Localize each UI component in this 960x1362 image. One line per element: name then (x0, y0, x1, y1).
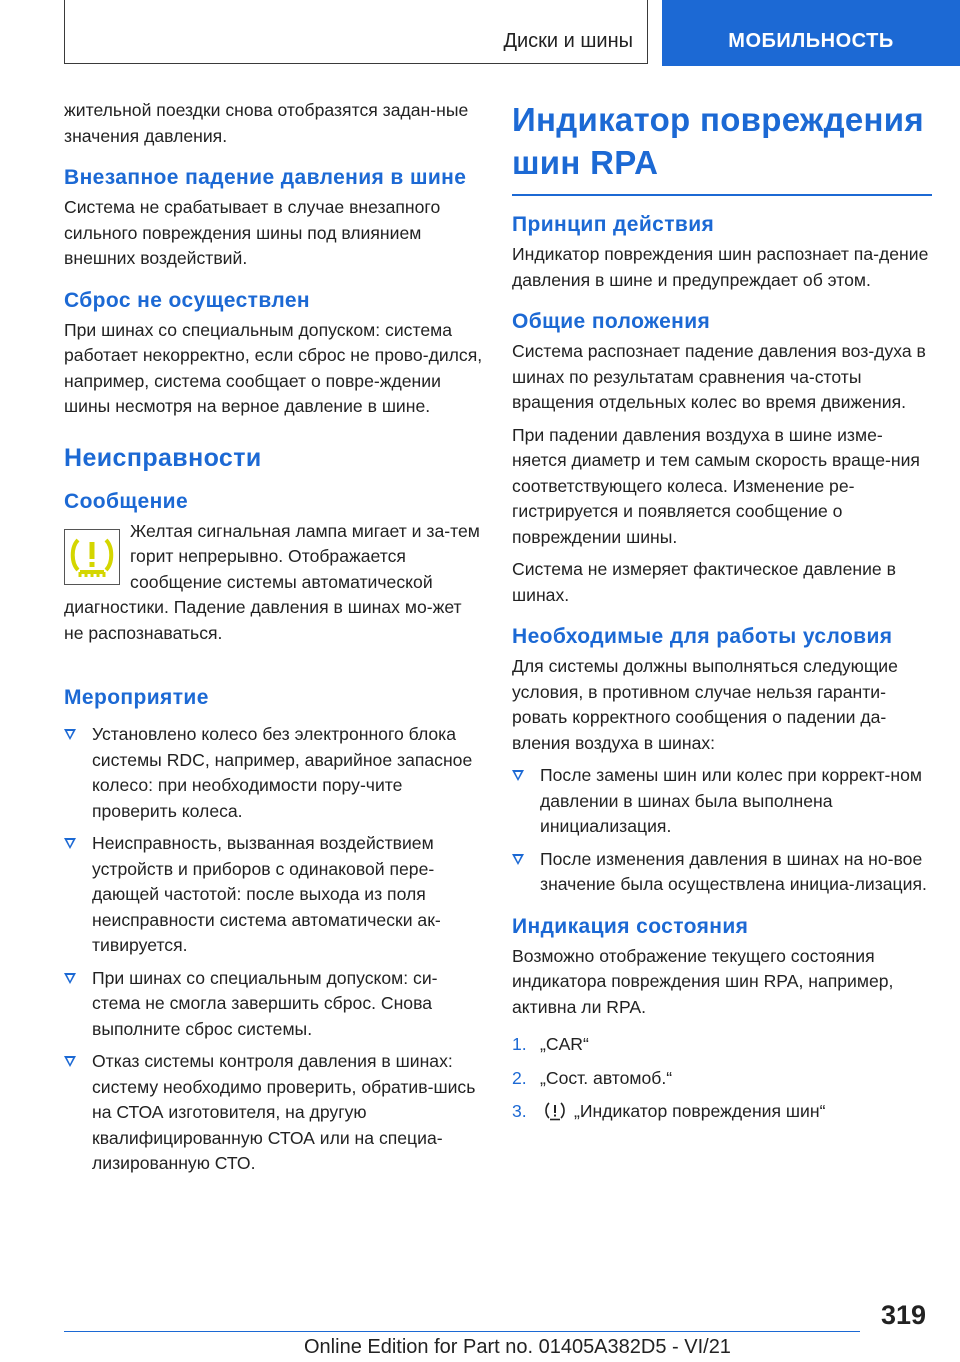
tire-pressure-warning-icon (64, 529, 120, 585)
paragraph-principle: Индикатор повреждения шин распознает па-дение давления в шине и предупреждает об этом. (512, 244, 929, 290)
page-number: 319 (880, 1300, 926, 1330)
paragraph-status-display: Возможно отображение текущего состояния индикатора повреждения шин RPA, например, активна ли RPA. (512, 945, 894, 1017)
message-text-continued: диагностики. Падение давления в шинах мо-жет не распознаваться. (64, 597, 462, 643)
footer-edition: Online Edition for Part no. 01405A382D5 - VI/21 (304, 1336, 731, 1358)
section-title: Диски и шины (503, 30, 633, 52)
bullet-triangle-icon (64, 838, 76, 849)
conditions-list (512, 763, 932, 898)
left-column (64, 98, 484, 1184)
message-text: Желтая сигнальная лампа мигает и за-тем горит непрерывно. Отображается сообщение системы автоматической (130, 520, 480, 592)
step-item: 3. „Индикатор повреждения шин“ (512, 1099, 932, 1129)
bullet-triangle-icon (64, 729, 76, 740)
paragraph-reset-not-done: При шинах со специальным допуском: система работает некорректно, если сброс не прово-дился, например, система сообщает о повре-ждении шины несмотря на верное давление в шине. (64, 319, 483, 416)
chapter-title: МОБИЛЬНОСТЬ (728, 30, 894, 52)
bullet-triangle-icon (512, 770, 524, 781)
intro-paragraph: жительной поездки снова отобразятся задан-ные значения давления. (64, 100, 469, 146)
list-item: При шинах со специальным допуском: си-стема не смогла завершить сброс. Снова выполните сброс системы. (64, 966, 484, 1043)
header-section-box (64, 0, 648, 64)
heading-malfunctions: Неисправности (64, 443, 262, 472)
bullet-triangle-icon (512, 854, 524, 865)
paragraph-general-2: При падении давления воздуха в шине изме-няется диаметр и тем самым скорость враще-ния соответствующего колеса. Изменение ре-гистрируется и появляется сообщение о повреждении шины. (512, 424, 920, 547)
tire-damage-icon (544, 1101, 566, 1129)
heading-status-display: Индикация состояния (512, 914, 749, 938)
list-item: Установлено колесо без электронного блока системы RDC, например, аварийное запасное колесо: при необходимости пору-чите проверить колеса. (64, 722, 484, 824)
list-item: После изменения давления в шинах на но-вое значение была осуществлена инициа-лизация. (512, 847, 932, 898)
heading-message: Сообщение (64, 489, 189, 513)
bullet-triangle-icon (64, 973, 76, 984)
bullet-triangle-icon (64, 1056, 76, 1067)
heading-required-conditions: Необходимые для работы условия (512, 625, 893, 648)
heading-reset-not-done: Сброс не осуществлен (64, 288, 311, 312)
steps-list (512, 1032, 932, 1129)
list-item: После замены шин или колес при коррект-ном давлении в шинах была выполнена инициализация. (512, 763, 932, 840)
title-divider (512, 194, 932, 196)
step-item: 2. „Сост. автомоб.“ (512, 1067, 673, 1088)
paragraph-general-3: Система не измеряет фактическое давление в шинах. (512, 559, 896, 605)
page-title: Индикатор повреждения шин RPA (512, 101, 924, 181)
step-item: 1. „CAR“ (512, 1034, 589, 1054)
heading-sudden-drop: Внезапное падение давления в шине (64, 166, 467, 189)
list-item: Отказ системы контроля давления в шинах: систему необходимо проверить, обратив-шись на СТОА изготовителя, на другую квалифицированную СТОА или на специа-лизированную СТО. (64, 1049, 484, 1177)
paragraph-general-1: Система распознает падение давления воз-духа в шинах по результатам сравнения ча-стоты вращения отдельных колес во время движения. (512, 341, 926, 412)
paragraph-required-conditions: Для системы должны выполняться следующие условия, в противном случае нельзя гаранти-ровать корректного сообщения о падении да-вления воздуха в шинах: (512, 656, 898, 753)
message-block (64, 519, 484, 596)
paragraph-sudden-drop: Система не срабатывает в случае внезапного сильного повреждения шины под влиянием внешних воздействий. (64, 197, 441, 268)
header-chapter-tab (662, 0, 960, 66)
right-column (512, 98, 932, 1137)
heading-general: Общие положения (512, 310, 711, 333)
heading-measure: Мероприятие (64, 686, 209, 709)
list-item: Неисправность, вызванная воздействием устройств и приборов с одинаковой пере-дающей частотой: после выхода из поля неисправности система автоматически ак-тивируется. (64, 831, 484, 959)
measure-list (64, 722, 484, 1177)
footer-divider (64, 1331, 860, 1332)
heading-principle: Принцип действия (512, 213, 715, 236)
